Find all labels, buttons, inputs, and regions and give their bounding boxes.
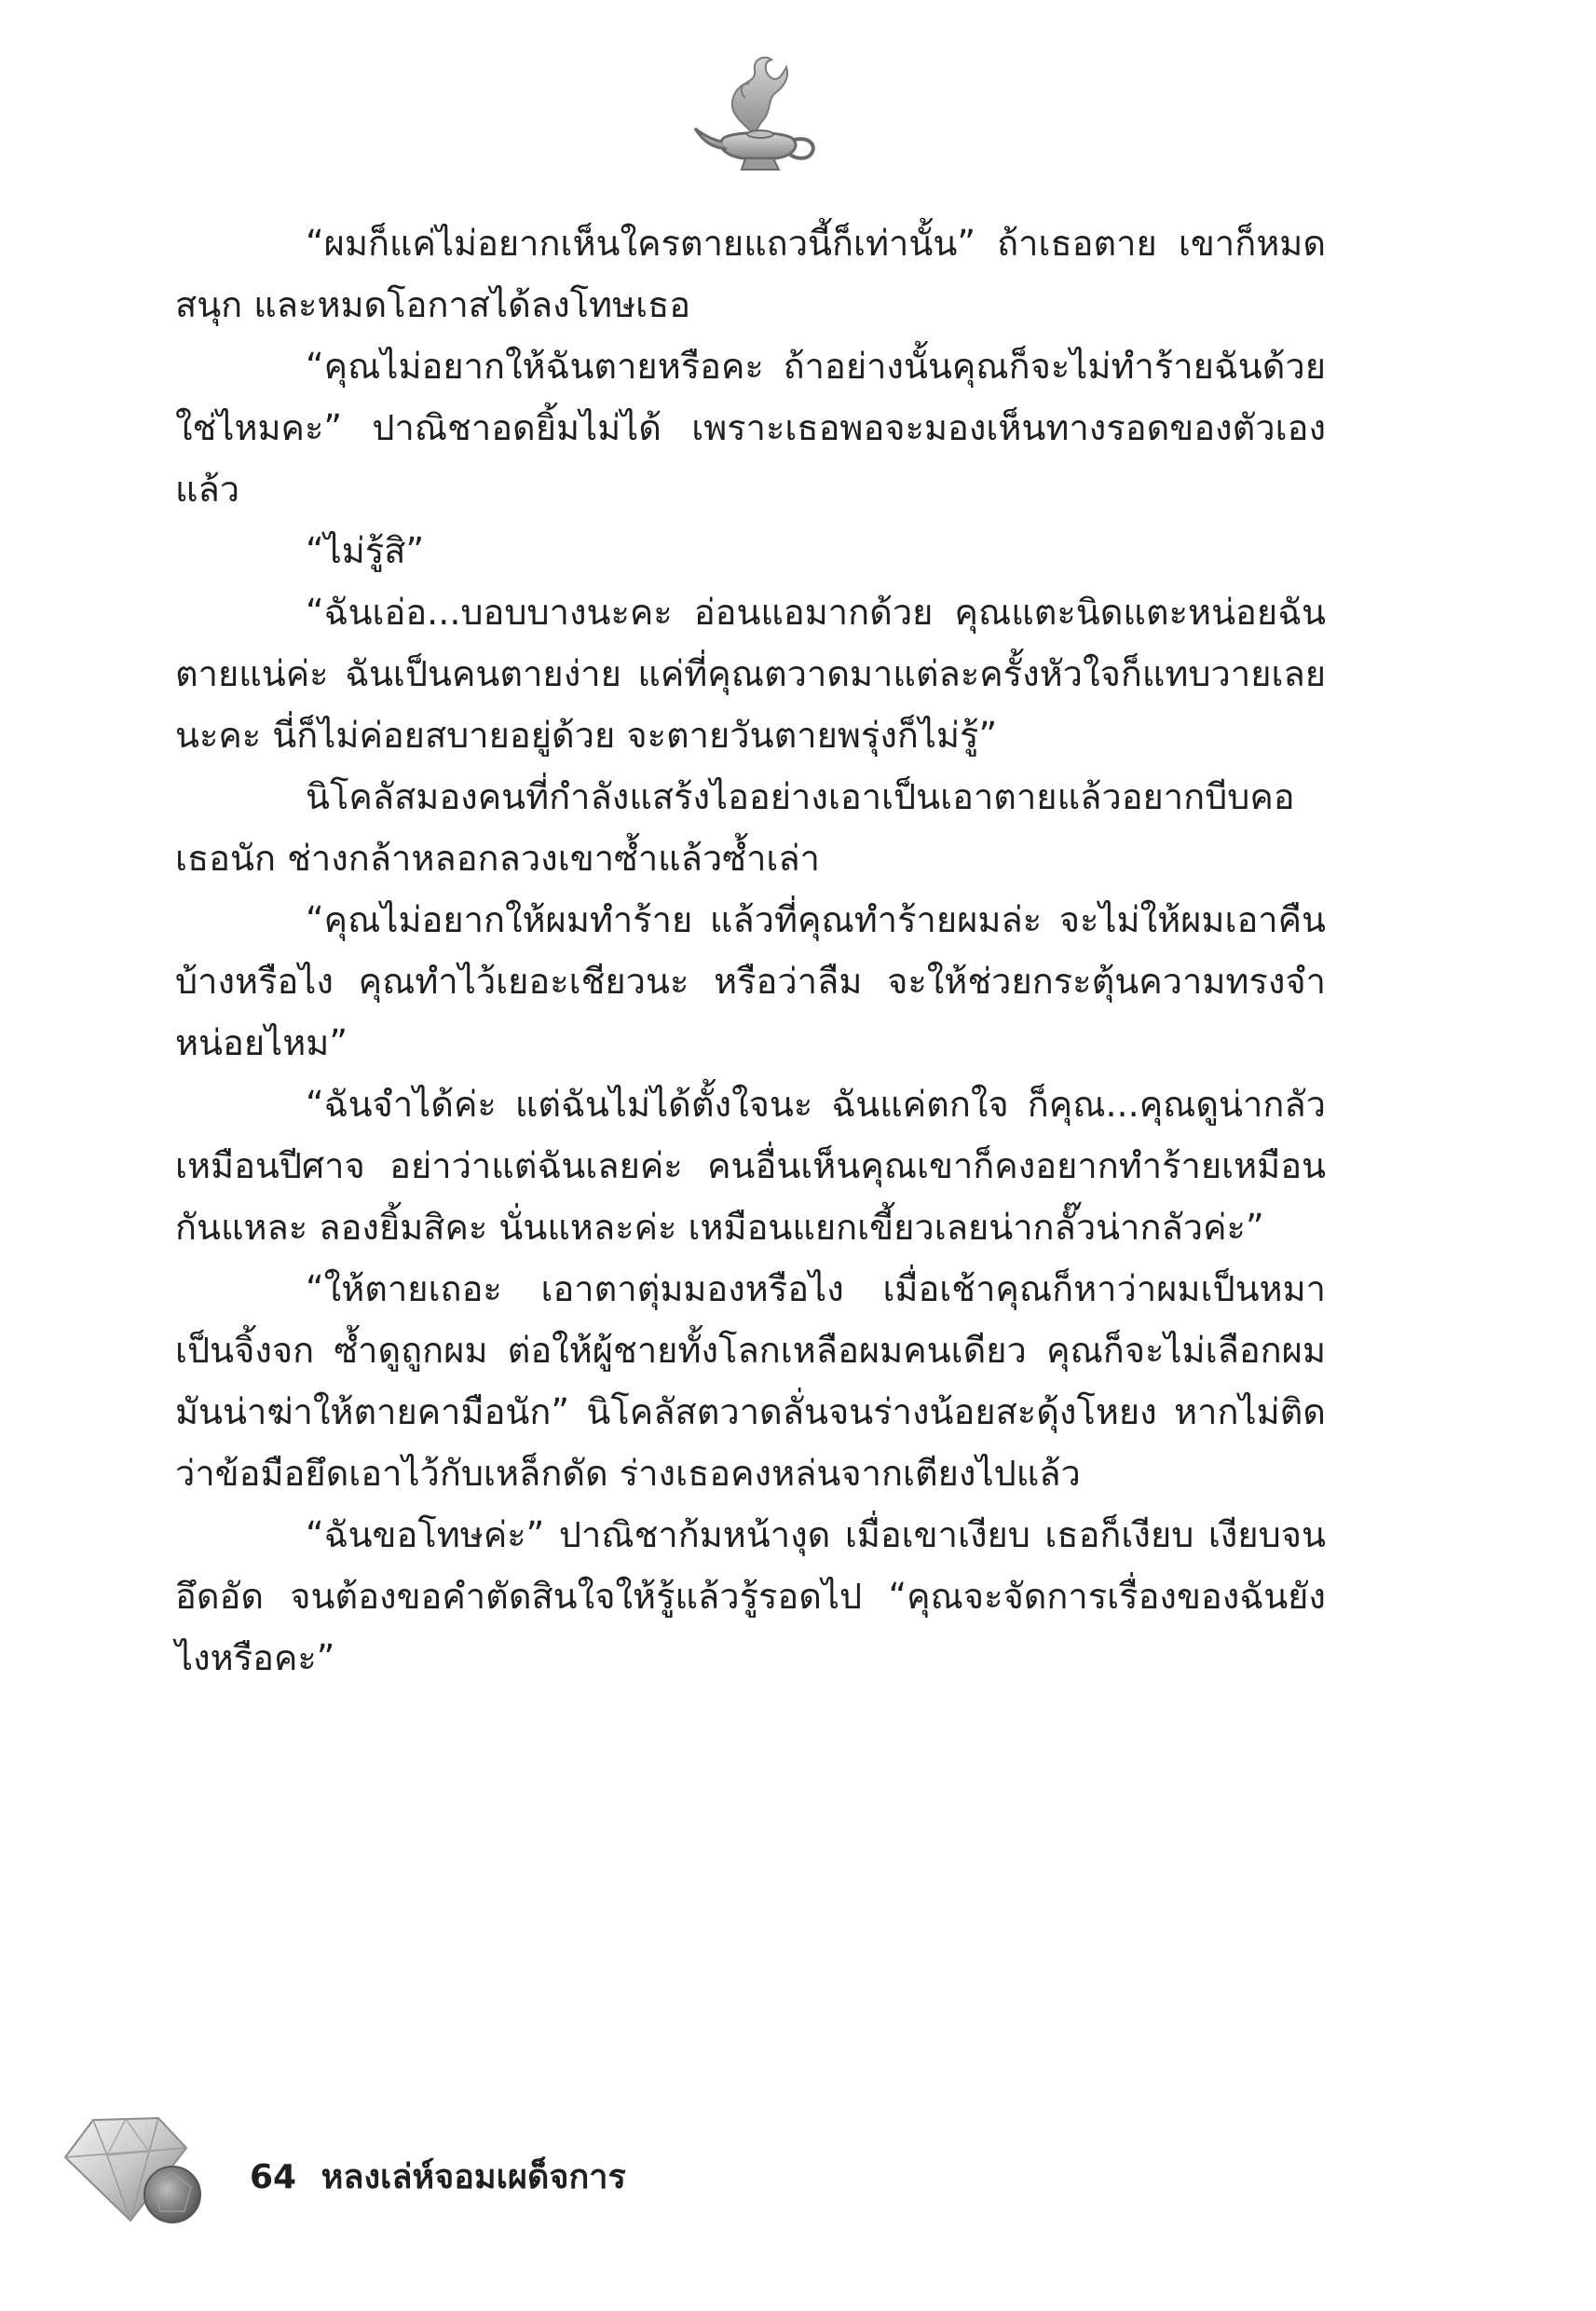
paragraph: “คุณไม่อยากให้ฉันตายหรือคะ ถ้าอย่างนั้นคุณก็จะไม่ทำร้ายฉันด้วยใช่ไหมคะ” ปาณิชาอดยิ้มไม่ได้ เพราะเธอพอจะมองเห็นทางรอดของตัวเองแล้ว <box>175 346 1326 510</box>
diamond-icon <box>56 2101 219 2227</box>
paragraph: “ไม่รู้สิ” <box>306 530 425 571</box>
paragraph: “ฉันจำได้ค่ะ แต่ฉันไม่ได้ตั้งใจนะ ฉันแค่ตกใจ ก็คุณ...คุณดูน่ากลัวเหมือนปีศาจ อย่าว่าแต่ฉันเลยค่ะ คนอื่นเห็นคุณเขาก็คงอยากทำร้ายเหมือนกันแหละ ลองยิ้มสิคะ นั่นแหละค่ะ เหมือนแยกเขี้ยวเลยน่ากลั๊วน่ากลัวค่ะ” <box>175 1084 1326 1248</box>
paragraph: “คุณไม่อยากให้ผมทำร้าย แล้วที่คุณทำร้ายผมล่ะ จะไม่ให้ผมเอาคืนบ้างหรือไง คุณทำไว้เยอะเชียวนะ หรือว่าลืม จะให้ช่วยกระตุ้นความทรงจำหน่อยไหม” <box>175 899 1326 1063</box>
paragraph: นิโคลัสมองคนที่กำลังแสร้งไออย่างเอาเป็นเอาตายแล้วอยากบีบคอเธอนัก ช่างกล้าหลอกลวงเขาซ้ำแล้วซ้ำเล่า <box>175 776 1295 879</box>
genie-lamp-icon <box>689 47 829 186</box>
paragraph: “ฉันขอโทษค่ะ” ปาณิชาก้มหน้างุด เมื่อเขาเงียบ เธอก็เงียบ เงียบจนอึดอัด จนต้องขอคำตัดสินใจให้รู้แล้วรู้รอดไป “คุณจะจัดการเรื่องของฉันยังไงหรือคะ” <box>175 1514 1326 1678</box>
paragraph: “ผมก็แค่ไม่อยากเห็นใครตายแถวนี้ก็เท่านั้น” ถ้าเธอตาย เขาก็หมดสนุก และหมดโอกาสได้ลงโทษเธอ <box>175 223 1326 325</box>
page-number: 64 <box>250 2158 297 2196</box>
page-footer <box>250 2150 626 2203</box>
paragraph: “ฉันเอ่อ...บอบบางนะคะ อ่อนแอมากด้วย คุณแตะนิดแตะหน่อยฉันตายแน่ค่ะ ฉันเป็นคนตายง่าย แค่ที่คุณตวาดมาแต่ละครั้งหัวใจก็แทบวายเลยนะคะ นี่ก็ไม่ค่อยสบายอยู่ด้วย จะตายวันตายพรุ่งก็ไม่รู้” <box>175 592 1326 756</box>
page-body <box>175 212 1326 1689</box>
paragraph: “ให้ตายเถอะ เอาตาตุ่มมองหรือไง เมื่อเช้าคุณก็หาว่าผมเป็นหมาเป็นจิ้งจก ซ้ำดูถูกผม ต่อให้ผู้ชายทั้งโลกเหลือผมคนเดียว คุณก็จะไม่เลือกผม มันน่าฆ่าให้ตายคามือนัก” นิโคลัสตวาดลั่นจนร่างน้อยสะดุ้งโหยง หากไม่ติดว่าข้อมือยึดเอาไว้กับเหล็กดัด ร่างเธอคงหล่นจากเตียงไปแล้ว <box>175 1268 1326 1494</box>
book-title: หลงเล่ห์จอมเผด็จการ <box>321 2158 626 2196</box>
